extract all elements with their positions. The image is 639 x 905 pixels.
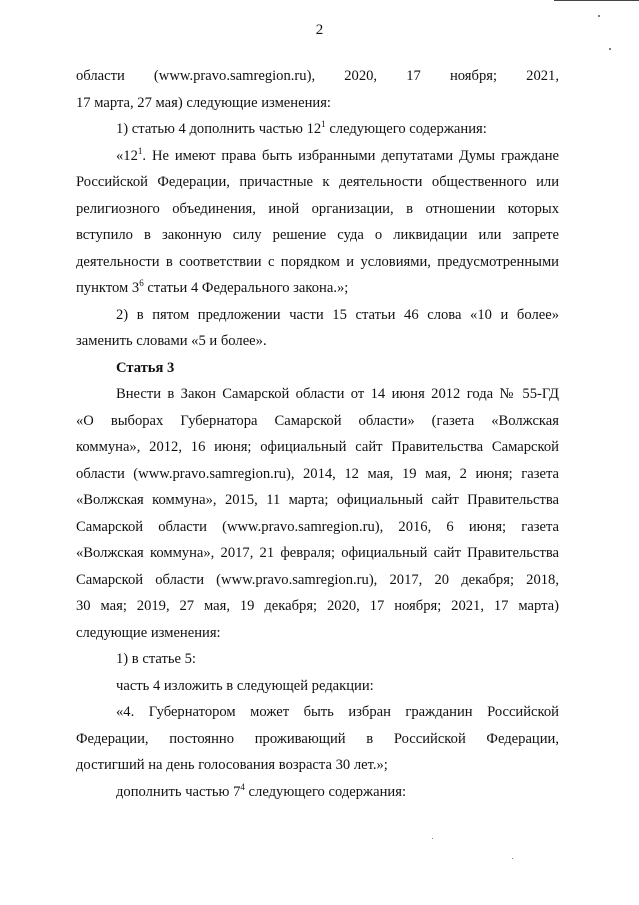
- scan-artifact-dot: [512, 858, 513, 859]
- paragraph: [76, 143, 559, 302]
- scan-artifact-dot: [598, 15, 600, 17]
- text-line: достигший на день голосования возраста 30 лет.»;: [76, 757, 388, 773]
- text-line: Федерации, постоянно проживающий в Российской Федерации,: [76, 730, 559, 747]
- text-line: коммуна», 2012, 16 июня; официальный сайт Правительства Самарской: [76, 439, 559, 455]
- scan-artifact-line: [554, 0, 639, 1]
- text-line: области (www.pravo.samregion.ru), 2020, 17 ноября; 2021,: [76, 68, 559, 84]
- text-line: 30 мая; 2019, 27 мая, 19 декабря; 2020, 17 ноября; 2021, 17 марта): [76, 598, 559, 614]
- paragraph: [76, 673, 559, 700]
- text-line: религиозного объединения, иной организации, в отношении которых: [76, 200, 559, 217]
- document-body: [76, 63, 559, 805]
- scan-artifact-dot: [609, 48, 611, 50]
- text-line: дополнить частью $7^4$ следующего содержания:: [116, 781, 407, 800]
- text-line: Российской Федерации, причастные к деятельности общественного или: [76, 174, 559, 190]
- text-line: «Волжская коммуна», 2015, 11 марта; официальный сайт Правительства: [76, 492, 559, 508]
- paragraph: [76, 381, 559, 646]
- text-line: «$12^1$. Не имеют права быть избранными депутатами Думы граждане: [116, 145, 559, 164]
- text-line: Самарской области (www.pravo.samregion.ru), 2017, 20 декабря; 2018,: [76, 571, 559, 588]
- paragraph: [76, 646, 559, 673]
- text-line: вступило в законную силу решение суда о ликвидации или запрете: [76, 227, 559, 243]
- text-line: Внести в Закон Самарской области от 14 июня 2012 года № 55-ГД: [116, 386, 559, 402]
- text-line: 2) в пятом предложении части 15 статьи 46 слова «10 и более»: [116, 306, 559, 323]
- text-line: пунктом $3^6$ статьи 4 Федерального закона.»;: [76, 278, 349, 296]
- text-line: Самарской области (www.pravo.samregion.ru), 2016, 6 июня; газета: [76, 518, 559, 535]
- paragraph: [76, 699, 559, 779]
- text-line: часть 4 изложить в следующей редакции:: [116, 677, 374, 694]
- text-line: области (www.pravo.samregion.ru), 2014, 12 мая, 19 мая, 2 июня; газета: [76, 465, 559, 482]
- text-line: 1) в статье 5:: [116, 651, 196, 667]
- scan-artifact-dot: [432, 838, 433, 839]
- text-line: заменить словами «5 и более».: [76, 333, 267, 349]
- paragraph: [76, 302, 559, 355]
- paragraph: [76, 116, 559, 143]
- article-heading: Статья 3: [116, 359, 175, 376]
- page-number: 2: [315, 22, 324, 38]
- text-line: деятельности в соответствии с порядком и условиями, предусмотренными: [76, 253, 559, 270]
- text-line: 1) статью 4 дополнить частью $12^1$ следующего содержания:: [116, 119, 487, 137]
- text-line: «4. Губернатором может быть избран гражданин Российской: [116, 704, 559, 720]
- text-line: «Волжская коммуна», 2017, 21 февраля; официальный сайт Правительства: [76, 545, 559, 561]
- text-line: 17 марта, 27 мая) следующие изменения:: [76, 94, 331, 111]
- paragraph: [76, 779, 559, 806]
- paragraph: [76, 63, 559, 116]
- text-line: «О выборах Губернатора Самарской области» (газета «Волжская: [76, 412, 559, 429]
- text-line: следующие изменения:: [76, 624, 221, 641]
